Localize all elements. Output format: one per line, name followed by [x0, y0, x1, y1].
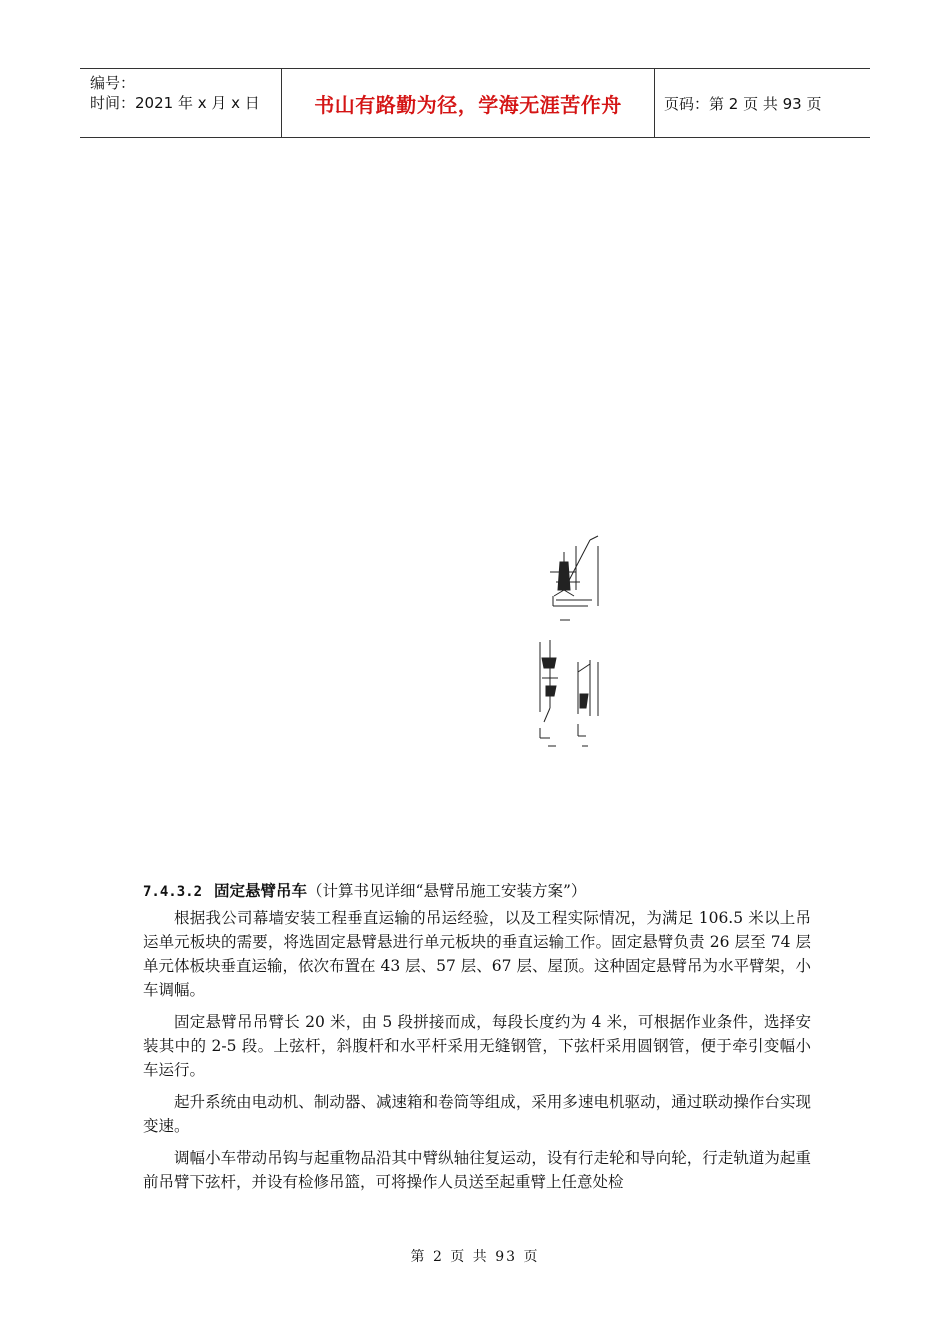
- section-note: （计算书见详细“悬臂吊施工安装方案”）: [307, 882, 587, 900]
- section-heading: [143, 879, 811, 904]
- paragraph: 固定悬臂吊吊臂长 20 米，由 5 段拼接而成，每段长度约为 4 米，可根据作业条件，选择安装其中的 2-5 段。上弦杆，斜腹杆和水平杆采用无缝钢管，下弦杆采用圆钢管，便于牵引变幅小车运行。: [143, 1013, 811, 1079]
- code-label: 编号：: [90, 74, 136, 92]
- paragraph: 调幅小车带动吊钩与起重物品沿其中臂纵轴往复运动，设有行走轮和导向轮，行走轨道为起重前吊臂下弦杆，并设有检修吊篮，可将操作人员送至起重臂上任意处检: [143, 1149, 811, 1191]
- paragraph: 起升系统由电动机、制动器、减速箱和卷筒等组成，采用多速电机驱动，通过联动操作台实现变速。: [143, 1093, 811, 1135]
- crane-drawing-svg: [520, 532, 620, 762]
- date-label: 时间：2021 年 x 月 x 日: [90, 94, 260, 112]
- document-body: [143, 879, 811, 1202]
- paragraph: 根据我公司幕墙安装工程垂直运输的吊运经验，以及工程实际情况，为满足 106.5 米以上吊运单元板块的需要，将选固定悬臂悬进行单元板块的垂直运输工作。固定悬臂负责 26 层至 74 层单元体板块垂直运输，依次布置在 43 层、57 层、67 层、屋顶。这种固定悬臂吊为水平臂架，小车调幅。: [143, 909, 811, 999]
- crane-elevation-bottom: [540, 640, 598, 746]
- page-footer: 第 2 页 共 93 页: [410, 1249, 540, 1265]
- section-number: 7.4.3.2: [143, 884, 203, 900]
- section-title: 固定悬臂吊车: [214, 882, 308, 900]
- crane-drawing: [520, 532, 620, 762]
- crane-elevation-top: [550, 536, 598, 620]
- header-page-info: 页码：第 2 页 共 93 页: [664, 94, 822, 113]
- header-meta-cell: [80, 69, 282, 137]
- header-table: [80, 68, 870, 138]
- header-motto: 书山有路勤为径，学海无涯苦作舟: [282, 69, 655, 137]
